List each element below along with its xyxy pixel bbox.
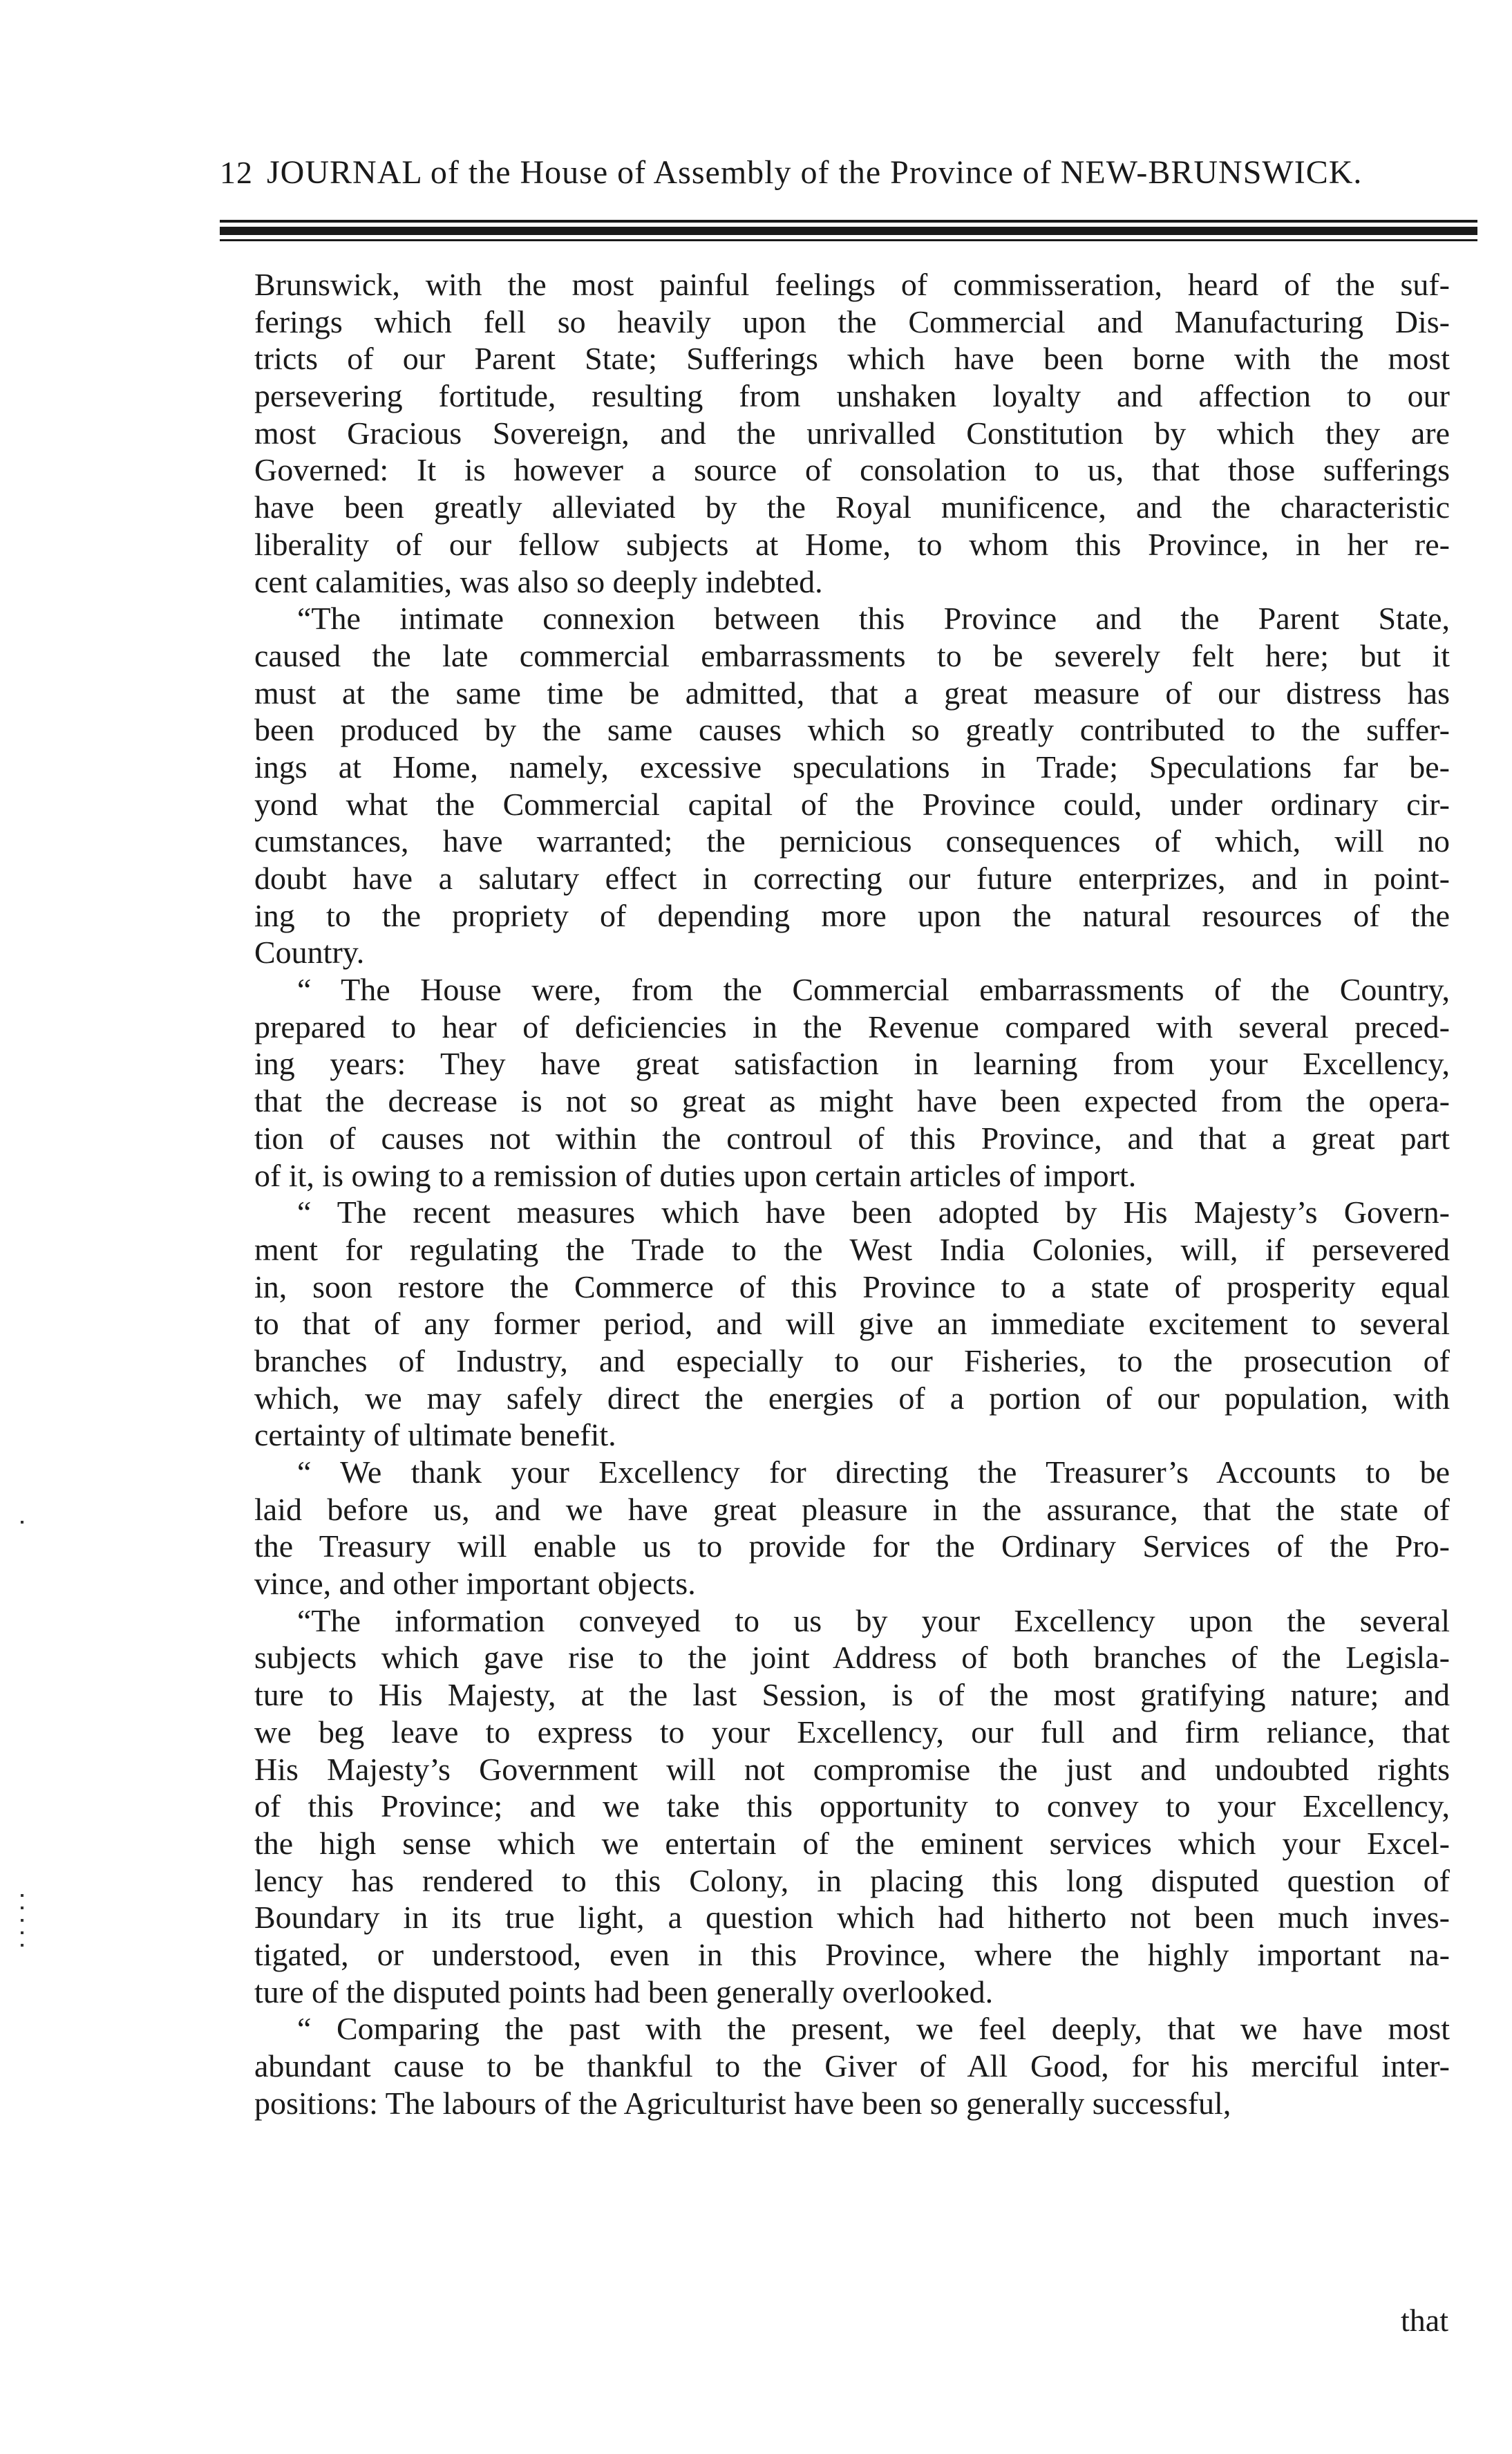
- text-line: ing years: They have great satisfaction in learning from your Excellency,: [254, 1046, 1450, 1082]
- margin-specks-lower: [21, 1894, 25, 1956]
- text-line: Country.: [254, 935, 365, 971]
- running-title: JOURNAL of the House of Assembly of the Province of NEW-BRUNSWICK.: [267, 154, 1363, 191]
- text-line: yond what the Commercial capital of the Province could, under ordinary cir-: [254, 786, 1450, 822]
- text-line: in, soon restore the Commerce of this Province to a state of prosperity equal: [254, 1268, 1450, 1304]
- text-line: “ We thank your Excellency for directing the Treasurer’s Accounts to be: [297, 1454, 1450, 1490]
- text-line: ing to the propriety of depending more upon the natural resources of the: [254, 897, 1450, 933]
- text-line: positions: The labours of the Agriculturist have been so generally successful,: [254, 2085, 1231, 2121]
- text-line: “The information conveyed to us by your Excellency upon the several: [297, 1602, 1450, 1638]
- text-line: have been greatly alleviated by the Royal munificence, and the characteristic: [254, 489, 1450, 525]
- text-line: subjects which gave rise to the joint Address of both branches of the Legisla-: [254, 1640, 1450, 1676]
- text-line: Governed: It is however a source of consolation to us, that those sufferings: [254, 452, 1450, 488]
- paragraph: [254, 2010, 1450, 2122]
- paragraph: [254, 1454, 1450, 1602]
- text-line: the high sense which we entertain of the eminent services which your Excel-: [254, 1825, 1450, 1861]
- text-line: cent calamities, was also so deeply indebted.: [254, 563, 823, 599]
- text-line: ment for regulating the Trade to the West India Colonies, will, if persevered: [254, 1231, 1450, 1267]
- text-line: cumstances, have warranted; the pernicious consequences of which, will no: [254, 823, 1450, 859]
- text-line: “ The House were, from the Commercial embarrassments of the Country,: [297, 972, 1450, 1008]
- text-line: ture to His Majesty, at the last Session, is of the most gratifying nature; and: [254, 1677, 1450, 1713]
- text-line: vince, and other important objects.: [254, 1566, 696, 1602]
- text-line: caused the late commercial embarrassments to be severely felt here; but it: [254, 637, 1450, 673]
- catchword: that: [1401, 2303, 1448, 2338]
- text-line: ferings which fell so heavily upon the Commercial and Manufacturing Dis-: [254, 303, 1450, 339]
- text-line: prepared to hear of deficiencies in the Revenue compared with several preced-: [254, 1009, 1450, 1045]
- text-line: of it, is owing to a remission of duties upon certain articles of import.: [254, 1157, 1137, 1193]
- margin-specks: [21, 1521, 25, 1533]
- text-line: liberality of our fellow subjects at Home, to whom this Province, in her re-: [254, 526, 1450, 562]
- text-line: been produced by the same causes which so greatly contributed to the suffer-: [254, 712, 1450, 748]
- header-rule-thin-bottom: [220, 239, 1477, 241]
- header-rule-thick: [220, 227, 1477, 235]
- paragraph: [254, 1194, 1450, 1454]
- text-line: tion of causes not within the controul of this Province, and that a great part: [254, 1120, 1450, 1156]
- running-header: [220, 153, 1477, 209]
- text-line: ings at Home, namely, excessive speculations in Trade; Speculations far be-: [254, 749, 1450, 785]
- text-line: that the decrease is not so great as might have been expected from the opera-: [254, 1083, 1450, 1119]
- paragraph: [254, 971, 1450, 1194]
- page-number: 12: [220, 155, 253, 190]
- body-text: [254, 266, 1450, 2122]
- paragraph: [254, 266, 1450, 600]
- text-line: doubt have a salutary effect in correcting our future enterprizes, and in point-: [254, 861, 1450, 896]
- header-rule-thin-top: [220, 220, 1477, 223]
- text-line: to that of any former period, and will give an immediate excitement to several: [254, 1306, 1450, 1342]
- text-line: the Treasury will enable us to provide for the Ordinary Services of the Pro-: [254, 1528, 1450, 1564]
- text-line: “The intimate connexion between this Province and the Parent State,: [297, 601, 1450, 637]
- paragraph: [254, 600, 1450, 971]
- text-line: most Gracious Sovereign, and the unrivalled Constitution by which they are: [254, 415, 1450, 451]
- text-line: lency has rendered to this Colony, in placing this long disputed question of: [254, 1862, 1450, 1898]
- text-line: certainty of ultimate benefit.: [254, 1417, 616, 1453]
- text-line: tricts of our Parent State; Sufferings which have been borne with the most: [254, 341, 1450, 377]
- text-line: persevering fortitude, resulting from unshaken loyalty and affection to our: [254, 378, 1450, 414]
- text-line: ture of the disputed points had been generally overlooked.: [254, 1974, 994, 2010]
- text-line: tigated, or understood, even in this Province, where the highly important na-: [254, 1936, 1450, 1972]
- text-line: of this Province; and we take this opportunity to convey to your Excellency,: [254, 1788, 1450, 1824]
- text-line: Brunswick, with the most painful feelings of commisseration, heard of the suf-: [254, 267, 1450, 302]
- paragraph: [254, 1602, 1450, 2011]
- text-line: abundant cause to be thankful to the Giver of All Good, for his merciful inter-: [254, 2048, 1450, 2083]
- text-line: must at the same time be admitted, that a great measure of our distress has: [254, 675, 1450, 711]
- text-line: “ Comparing the past with the present, we feel deeply, that we have most: [297, 2011, 1450, 2047]
- text-line: branches of Industry, and especially to our Fisheries, to the prosecution of: [254, 1342, 1450, 1378]
- text-line: we beg leave to express to your Excellency, our full and firm reliance, that: [254, 1714, 1450, 1750]
- text-line: “ The recent measures which have been adopted by His Majesty’s Govern-: [297, 1195, 1450, 1230]
- text-line: laid before us, and we have great pleasure in the assurance, that the state of: [254, 1491, 1450, 1527]
- text-line: which, we may safely direct the energies of a portion of our population, with: [254, 1380, 1450, 1416]
- text-line: His Majesty’s Government will not compromise the just and undoubted rights: [254, 1751, 1450, 1787]
- text-line: Boundary in its true light, a question which had hitherto not been much inves-: [254, 1900, 1450, 1936]
